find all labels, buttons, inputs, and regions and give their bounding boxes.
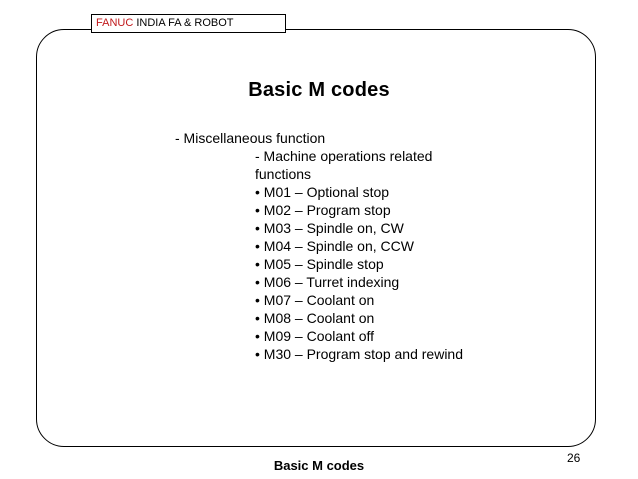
intro-line: - Miscellaneous function (175, 130, 326, 146)
list-item: • M05 – Spindle stop (255, 256, 384, 272)
page-number: 26 (567, 451, 581, 465)
header-banner (91, 14, 286, 33)
footer-title: Basic M codes (273, 458, 365, 473)
list-item: - Machine operations related (255, 148, 433, 164)
brand-name: FANUC (96, 17, 134, 29)
list-item: • M30 – Program stop and rewind (255, 346, 464, 362)
slide-title: Basic M codes (248, 79, 390, 101)
list-item: • M04 – Spindle on, CCW (255, 238, 414, 254)
list-item: • M08 – Coolant on (255, 310, 375, 326)
list-item: • M03 – Spindle on, CW (255, 220, 404, 236)
list-item: • M09 – Coolant off (255, 328, 375, 344)
list-item: functions (255, 166, 312, 182)
m-code-list (255, 147, 463, 363)
list-item: • M01 – Optional stop (255, 184, 390, 200)
header-text: INDIA FA & ROBOT (133, 17, 234, 29)
list-item: • M07 – Coolant on (255, 292, 375, 308)
list-item: • M06 – Turret indexing (255, 274, 400, 290)
list-item: • M02 – Program stop (255, 202, 391, 218)
